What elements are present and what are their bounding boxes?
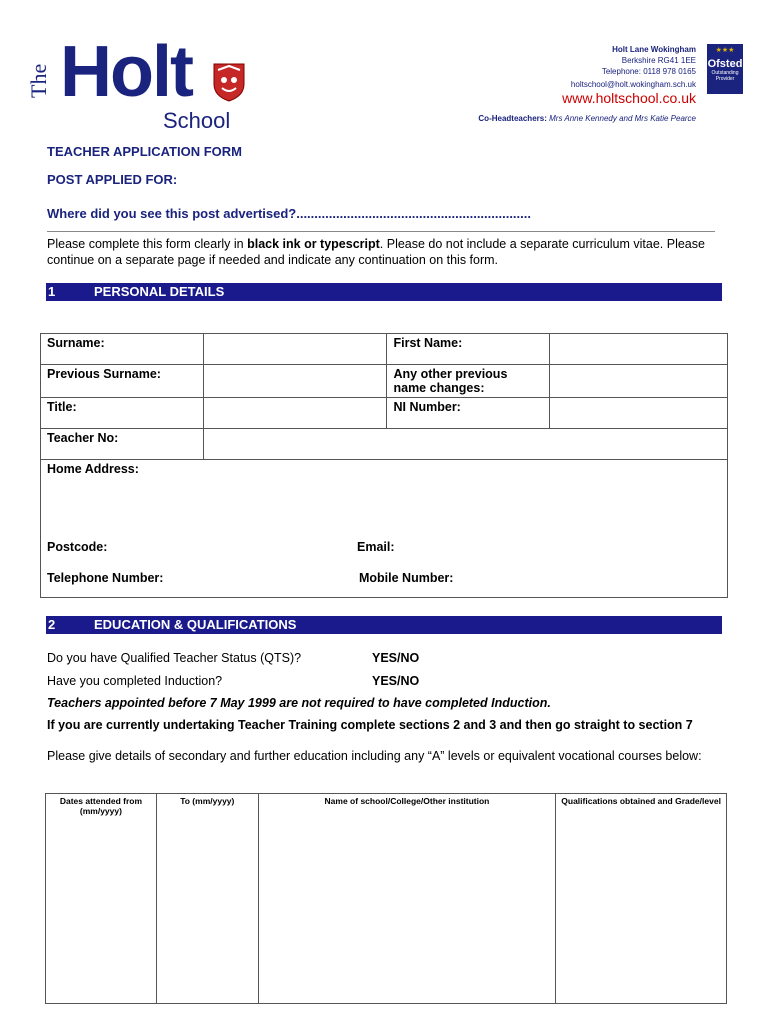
surname-label: Surname: (41, 334, 204, 365)
crest-icon (212, 62, 246, 102)
surname-field[interactable] (203, 334, 387, 365)
section-1-number: 1 (48, 284, 56, 299)
coheads-label: Co-Headteachers: (478, 114, 547, 123)
teacher-no-label: Teacher No: (41, 429, 204, 460)
ofsted-badge (707, 44, 743, 94)
home-address-label: Home Address: (47, 462, 139, 476)
section-1-header (46, 283, 722, 301)
form-title: TEACHER APPLICATION FORM (47, 144, 242, 159)
teacher-no-field[interactable] (203, 429, 727, 460)
first-name-field[interactable] (550, 334, 728, 365)
coheads-line (478, 114, 696, 123)
title-label: Title: (41, 398, 204, 429)
qts-answer[interactable]: YES/NO (372, 651, 420, 665)
section-2-number: 2 (48, 617, 56, 632)
mobile-label: Mobile Number: (359, 571, 454, 585)
logo-holt: Holt (60, 32, 192, 112)
section-2-header (46, 616, 722, 634)
address-contact-field[interactable] (41, 460, 728, 598)
logo-the: The (26, 63, 51, 98)
induction-question-row (47, 674, 547, 688)
form-intro: Please complete this form clearly in black ink or typescript. Please do not include a separate curriculum vitae. Please continue on a separate page if needed and indicate any continuation on this form. (47, 237, 705, 267)
telephone-label: Telephone Number: (47, 571, 164, 585)
personal-details-table (40, 333, 728, 598)
induction-answer[interactable]: YES/NO (372, 674, 420, 688)
induction-note: Teachers appointed before 7 May 1999 are not required to have completed Induction. (47, 696, 551, 710)
logo-school: School (163, 108, 231, 133)
school-email: holtschool@holt.wokingham.sch.uk (570, 80, 696, 89)
title-field[interactable] (203, 398, 387, 429)
ofsted-name: Ofsted (707, 58, 743, 70)
school-website-link[interactable]: www.holtschool.co.uk (562, 90, 696, 106)
training-note: If you are currently undertaking Teacher Training complete sections 2 and 3 and then go straight to section 7 (47, 718, 693, 732)
postcode-label: Postcode: (47, 540, 108, 554)
address-line-2: Berkshire RG41 1EE (621, 56, 696, 65)
ofsted-stars-icon: ★★★ (715, 47, 735, 54)
section-1-title: PERSONAL DETAILS (94, 284, 225, 299)
school-telephone: Telephone: 0118 978 0165 (601, 67, 696, 76)
ni-number-label: NI Number: (387, 398, 550, 429)
induction-question: Have you completed Induction? (47, 674, 223, 688)
previous-surname-label: Previous Surname: (41, 365, 204, 398)
address-line-1: Holt Lane Wokingham (612, 45, 696, 54)
first-name-label: First Name: (387, 334, 550, 365)
education-details-note: Please give details of secondary and further education including any “A” levels or equivalent vocational courses below: (47, 749, 702, 763)
section-2-title: EDUCATION & QUALIFICATIONS (94, 617, 297, 632)
qts-question: Do you have Qualified Teacher Status (QTS)? (47, 651, 302, 665)
education-table (45, 793, 727, 1004)
post-applied-label: POST APPLIED FOR: (47, 172, 178, 187)
ofsted-rating: Outstanding Provider (711, 70, 739, 82)
col-dates-to[interactable]: To (mm/yyyy) (156, 794, 258, 1004)
qts-question-row (47, 651, 547, 665)
divider (47, 231, 715, 232)
coheads-names: Mrs Anne Kennedy and Mrs Katie Pearce (549, 114, 696, 123)
email-label: Email: (357, 540, 395, 554)
ni-number-field[interactable] (550, 398, 728, 429)
previous-surname-field[interactable] (203, 365, 387, 398)
col-institution[interactable]: Name of school/College/Other institution (258, 794, 556, 1004)
col-dates-from[interactable]: Dates attended from (mm/yyyy) (46, 794, 157, 1004)
other-names-label: Any other previous name changes: (387, 365, 550, 398)
advertised-question: Where did you see this post advertised?................................................................. (47, 206, 531, 221)
col-qualifications[interactable]: Qualifications obtained and Grade/level (556, 794, 727, 1004)
other-names-field[interactable] (550, 365, 728, 398)
